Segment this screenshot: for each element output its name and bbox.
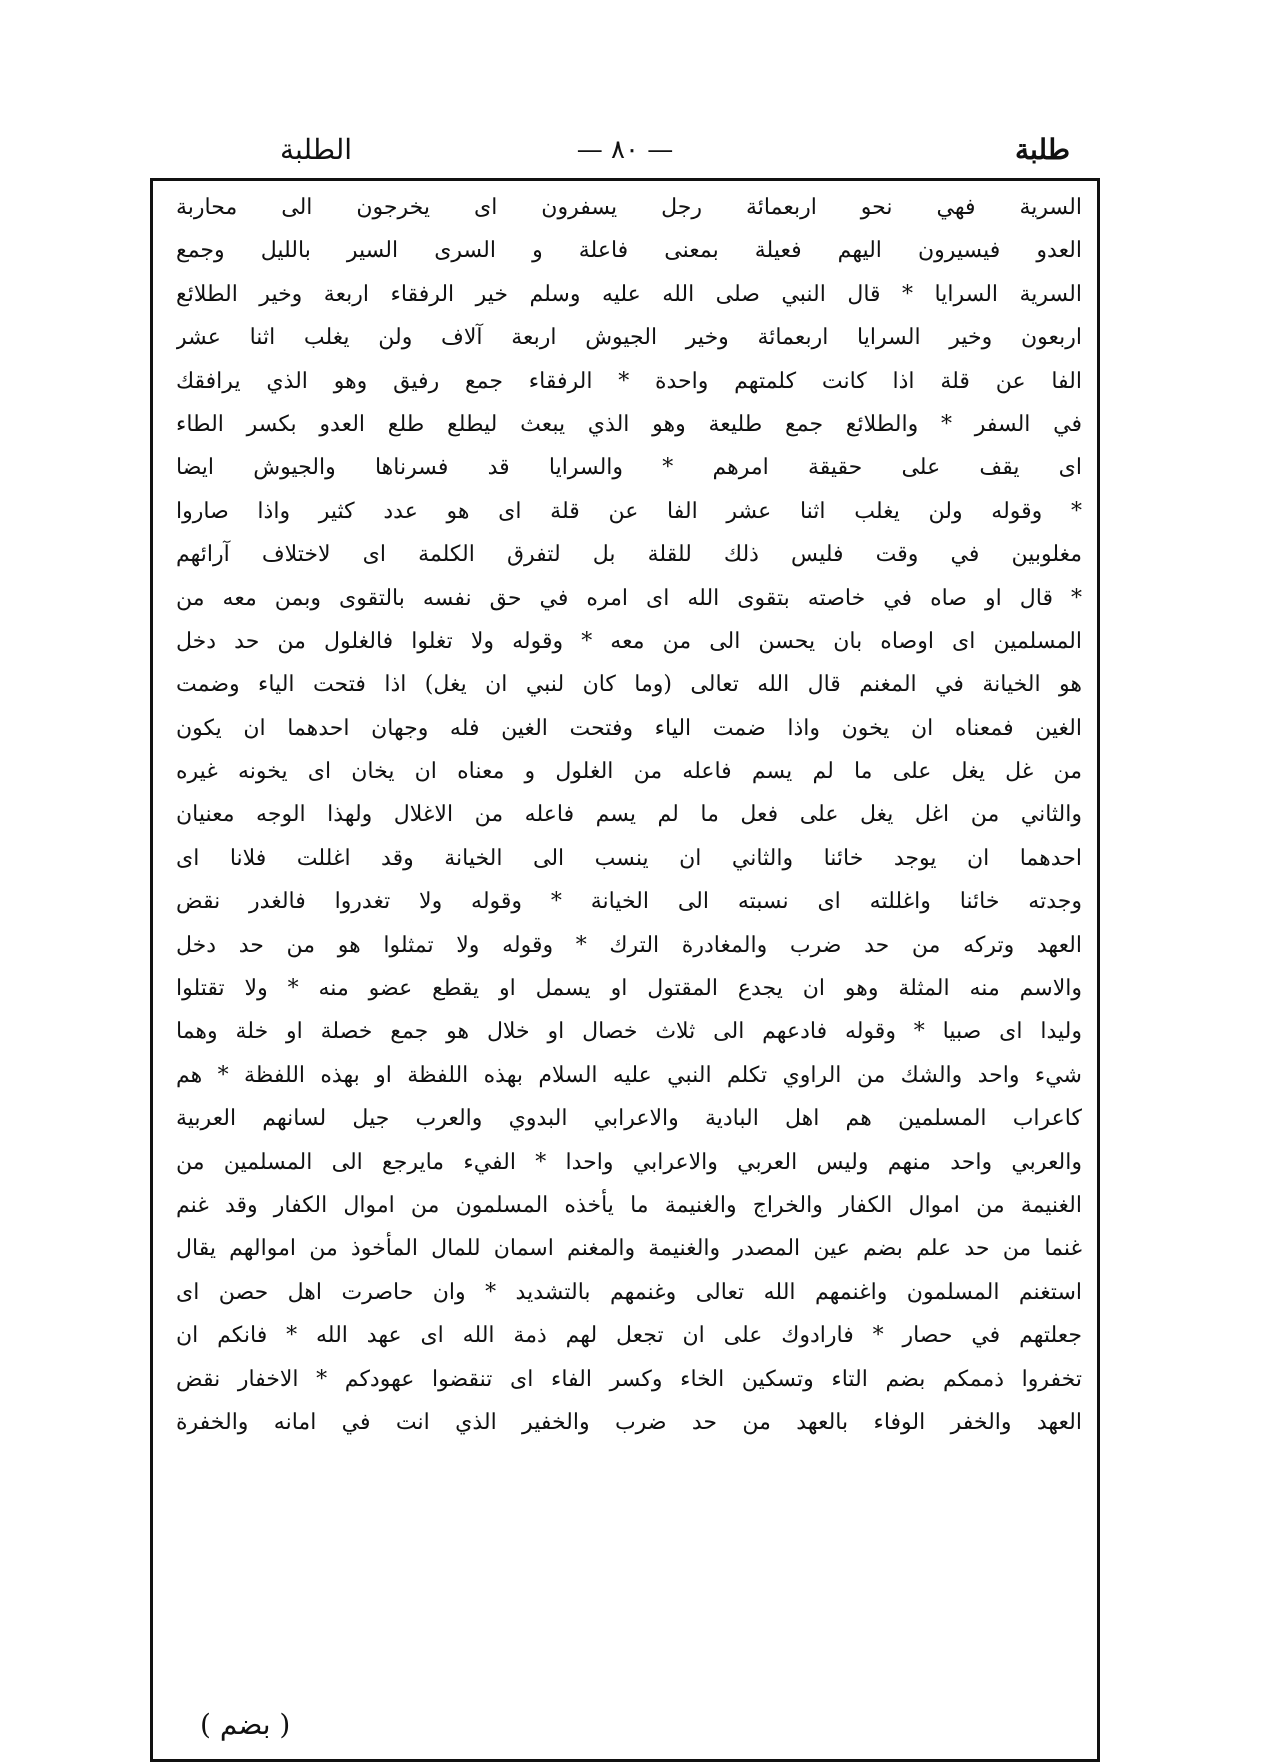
text-line: غنما من حد علم بضم عين المصدر والغنيمة والمغنم اسمان للمال المأخوذ من اموالهم يقال bbox=[176, 1236, 1082, 1262]
text-line: المسلمين اى اوصاه بان يحسن الى من معه * وقوله ولا تغلوا فالغلول من حد دخل bbox=[176, 628, 1082, 654]
text-line: هو الخيانة في المغنم قال الله تعالى (وما كان لنبي ان يغل) اذا فتحت الياء وضمت bbox=[176, 672, 1082, 698]
text-line: مغلوبين في وقت فليس ذلك للقلة بل لتفرق الكلمة اى لاختلاف آرائهم bbox=[176, 542, 1082, 568]
text-line: العدو فيسيرون اليهم فعيلة بمعنى فاعلة و السرى السير بالليل وجمع bbox=[176, 238, 1082, 264]
text-line: اربعون وخير السرايا اربعمائة وخير الجيوش اربعة آلاف ولن يغلب اثنا عشر bbox=[176, 325, 1082, 351]
page-number: — ٨٠ — bbox=[576, 135, 674, 165]
text-line: جعلتهم في حصار * فارادوك على ان تجعل لهم ذمة الله اى عهد الله * فانكم ان bbox=[176, 1323, 1082, 1349]
text-line: استغنم المسلمون واغنمهم الله تعالى وغنمهم بالتشديد * وان حاصرت اهل حصن اى bbox=[176, 1279, 1082, 1305]
text-line: كاعراب المسلمين هم اهل البادية والاعرابي البدوي والعرب جيل لسانهم العربية bbox=[176, 1106, 1082, 1132]
text-line: وليدا اى صبيا * وقوله فادعهم الى ثلاث خصال او خلال هو جمع خصلة او خلة وهما bbox=[176, 1019, 1082, 1045]
page-header bbox=[150, 130, 1100, 178]
text-line: * وقوله ولن يغلب اثنا عشر الفا عن قلة اى هو عدد كثير واذا صاروا bbox=[176, 498, 1082, 524]
text-line: * قال او صاه في خاصته بتقوى الله اى امره في حق نفسه بالتقوى وبمن معه من bbox=[176, 585, 1082, 611]
text-line: من غل يغل على ما لم يسم فاعله من الغلول و معناه ان يخان اى يخونه غيره bbox=[176, 759, 1082, 785]
text-line: في السفر * والطلائع جمع طليعة وهو الذي يبعث ليطلع طلع العدو بكسر الطاء bbox=[176, 411, 1082, 437]
text-line: تخفروا ذممكم بضم التاء وتسكين الخاء وكسر الفاء اى تنقضوا عهودكم * الاخفار نقض bbox=[176, 1366, 1082, 1392]
text-line: السرية فهي نحو اربعمائة رجل يسفرون اى يخرجون الى محاربة bbox=[176, 195, 1082, 220]
catchword: ( بضم ) bbox=[200, 1708, 291, 1741]
text-line: الغنيمة من اموال الكفار والخراج والغنيمة ما يأخذه المسلمون من اموال الكفار وقد غنم bbox=[176, 1192, 1082, 1218]
main-text bbox=[176, 186, 1082, 1444]
text-line: وجدته خائنا واغللته اى نسبته الى الخيانة * وقوله ولا تغدروا فالغدر نقض bbox=[176, 889, 1082, 915]
headword-left: الطلبة bbox=[280, 133, 353, 166]
text-line: العهد وتركه من حد ضرب والمغادرة الترك * وقوله ولا تمثلوا هو من حد دخل bbox=[176, 932, 1082, 958]
text-line: والاسم منه المثلة وهو ان يجدع المقتول او يسمل او يقطع عضو منه * ولا تقتلوا bbox=[176, 976, 1082, 1002]
text-line: العهد والخفر الوفاء بالعهد من حد ضرب والخفير الذي انت في امانه والخفرة bbox=[176, 1409, 1082, 1435]
text-line: والثاني من اغل يغل على فعل ما لم يسم فاعله من الاغلال ولهذا الوجه معنيان bbox=[176, 802, 1082, 828]
text-line: احدهما ان يوجد خائنا والثاني ان ينسب الى الخيانة وقد اغللت فلانا اى bbox=[176, 845, 1082, 871]
text-line: شيء واحد والشك من الراوي تكلم النبي عليه السلام بهذه اللفظة او بهذه اللفظة * هم bbox=[176, 1062, 1082, 1088]
text-line: والعربي واحد منهم وليس العربي والاعرابي واحدا * الفيء مايرجع الى المسلمين من bbox=[176, 1149, 1082, 1175]
text-line: الفا عن قلة اذا كانت كلمتهم واحدة * الرفقاء جمع رفيق وهو الذي يرافقك bbox=[176, 368, 1082, 394]
text-line: اى يقف على حقيقة امرهم * والسرايا قد فسرناها والجيوش ايضا bbox=[176, 455, 1082, 481]
headword-right: طلبة bbox=[1014, 133, 1070, 166]
text-line: الغين فمعناه ان يخون واذا ضمت الياء وفتحت الغين فله وجهان احدهما ان يكون bbox=[176, 715, 1082, 741]
text-line: السرية السرايا * قال النبي صلى الله عليه وسلم خير الرفقاء اربعة وخير الطلائع bbox=[176, 281, 1082, 307]
